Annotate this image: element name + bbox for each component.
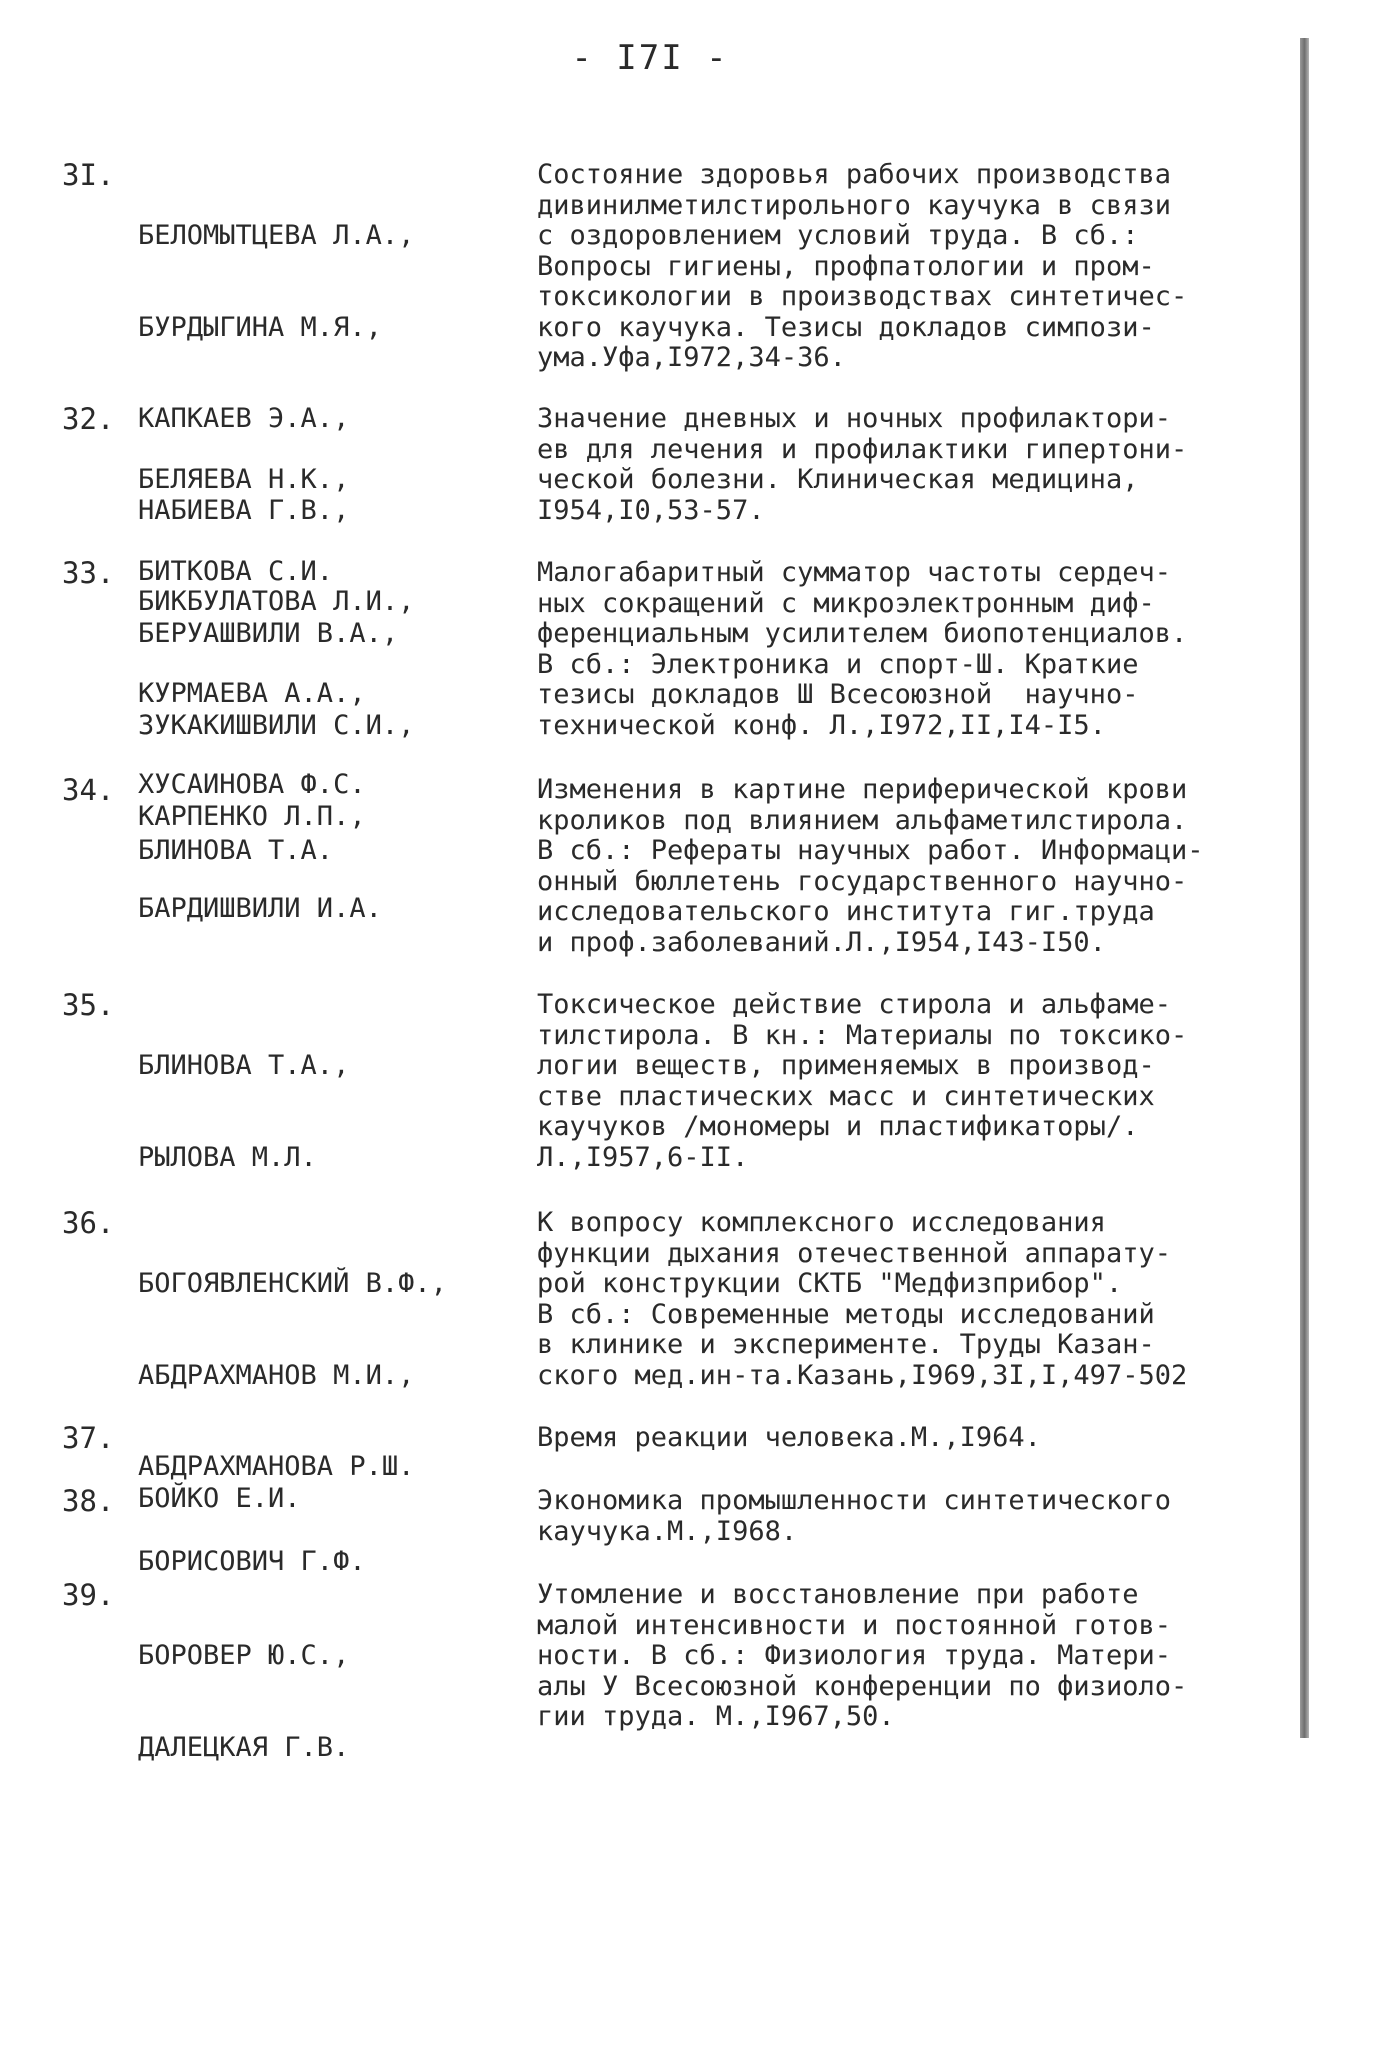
page-number: - I7I - bbox=[571, 38, 729, 78]
title-line: К вопросу комплексного исследования bbox=[537, 1207, 1106, 1238]
entry-number: 37. bbox=[62, 1421, 115, 1455]
title-line: ности. В сб.: Физиология труда. Матери- bbox=[537, 1640, 1171, 1671]
title-line: Токсическое действие стирола и альфаме- bbox=[537, 989, 1171, 1020]
title-line: В сб.: Электроника и спорт-Ш. Краткие bbox=[537, 648, 1139, 680]
title-line: технической конф. Л.,I972,II,I4-I5. bbox=[537, 709, 1106, 741]
author: ХУСАИНОВА Ф.С. bbox=[138, 769, 366, 800]
title-line: каучука.М.,I968. bbox=[537, 1515, 798, 1547]
author: БЕРУАШВИЛИ В.А., bbox=[138, 618, 399, 649]
author: ДАЛЕЦКАЯ Г.В. bbox=[138, 1731, 350, 1763]
author: КУРМАЕВА А.А., bbox=[138, 677, 366, 709]
title-line: с оздоровлением условий труда. В сб.: bbox=[537, 220, 1139, 251]
entry-authors bbox=[138, 990, 518, 1234]
author: БЕЛЯЕВА Н.К., bbox=[138, 464, 350, 495]
entry-number: 33. bbox=[62, 556, 115, 590]
title-line: дивинилметилстирольного каучука в связи bbox=[537, 189, 1171, 221]
title-line: Экономика промышленности синтетического bbox=[537, 1485, 1171, 1516]
author: КАРПЕНКО Л.П., bbox=[138, 801, 366, 832]
author: БОЙКО Е.И. bbox=[138, 1483, 301, 1514]
title-line: и проф.заболеваний.Л.,I954,I43-I50. bbox=[537, 926, 1106, 958]
entry-authors bbox=[138, 1580, 518, 1824]
entry-number: 39. bbox=[62, 1578, 115, 1612]
author: ЗУКАКИШВИЛИ С.И., bbox=[138, 709, 415, 741]
title-line: исследовательского института гиг.труда bbox=[537, 896, 1155, 927]
title-line: ческой болезни. Клиническая медицина, bbox=[537, 464, 1139, 495]
author: БИКБУЛАТОВА Л.И., bbox=[138, 586, 415, 617]
entry-title bbox=[537, 990, 1299, 1173]
title-line: в клинике и эксперименте. Труды Казан- bbox=[537, 1329, 1155, 1360]
title-line: тилстирола. В кн.: Материалы по токсико- bbox=[537, 1019, 1188, 1051]
title-line: ференциальным усилителем биопотенциалов. bbox=[537, 618, 1188, 649]
title-line: алы У Всесоюзной конференции по физиоло- bbox=[537, 1670, 1188, 1702]
title-line: Вопросы гигиены, профпатологии и пром- bbox=[537, 250, 1155, 282]
author: БОРИСОВИЧ Г.Ф. bbox=[138, 1546, 366, 1577]
title-line: Изменения в картине периферической крови bbox=[537, 774, 1188, 805]
title-line: рой конструкции СКТБ "Медфизприбор". bbox=[537, 1268, 1123, 1299]
page-edge-shadow bbox=[1300, 38, 1309, 1738]
author: БОРОВЕР Ю.С., bbox=[138, 1640, 350, 1671]
entry-number: 35. bbox=[62, 988, 115, 1022]
title-line: онный бюллетень государственного научно- bbox=[537, 865, 1188, 897]
entry-title bbox=[537, 558, 1299, 741]
title-line: каучуков /мономеры и пластификаторы/. bbox=[537, 1111, 1139, 1142]
author: АБДРАХМАНОВ М.И., bbox=[138, 1359, 415, 1391]
title-line: ев для лечения и профилактики гипертони- bbox=[537, 433, 1188, 465]
author: БИТКОВА С.И. bbox=[138, 555, 334, 587]
author: БАРДИШВИЛИ И.А. bbox=[138, 892, 382, 924]
title-line: В сб.: Современные методы исследований bbox=[537, 1298, 1155, 1330]
entry-title bbox=[537, 1486, 1299, 1547]
title-line: кого каучука. Тезисы докладов симпози- bbox=[537, 311, 1155, 343]
title-line: малой интенсивности и постоянной готов- bbox=[537, 1609, 1171, 1641]
entry-title bbox=[537, 160, 1299, 374]
author: НАБИЕВА Г.В., bbox=[138, 494, 350, 526]
entry-title bbox=[537, 404, 1299, 526]
title-line: кроликов под влиянием альфаметилстирола. bbox=[537, 804, 1188, 836]
entry-title bbox=[537, 1208, 1299, 1391]
title-line: Состояние здоровья рабочих производства bbox=[537, 159, 1171, 190]
author: АБДРАХМАНОВА Р.Ш. bbox=[138, 1451, 415, 1482]
title-line: В сб.: Рефераты научных работ. Информаци- bbox=[537, 835, 1204, 866]
author: КАПКАЕВ Э.А., bbox=[138, 403, 350, 434]
entry-number: 38. bbox=[62, 1484, 115, 1518]
entry-title bbox=[537, 1423, 1299, 1454]
entry-number: 36. bbox=[62, 1206, 115, 1240]
title-line: ных сокращений с микроэлектронным диф- bbox=[537, 587, 1155, 619]
title-line: логии веществ, применяемых в производ- bbox=[537, 1050, 1155, 1081]
title-line: Значение дневных и ночных профилактори- bbox=[537, 403, 1171, 434]
entry-authors bbox=[138, 775, 518, 928]
title-line: ума.Уфа,I972,34-36. bbox=[537, 342, 846, 373]
title-line: I954,I0,53-57. bbox=[537, 494, 765, 526]
entry-number: 32. bbox=[62, 402, 115, 436]
entry-number: 34. bbox=[62, 773, 115, 807]
title-line: функции дыхания отечественной аппарату- bbox=[537, 1237, 1171, 1269]
author: РЫЛОВА М.Л. bbox=[138, 1141, 317, 1173]
entry-title bbox=[537, 1580, 1299, 1733]
author: БУРДЫГИНА М.Я., bbox=[138, 311, 382, 343]
author: БЛИНОВА Т.А., bbox=[138, 1050, 350, 1081]
title-line: Л.,I957,6-II. bbox=[537, 1141, 749, 1173]
author: БЕЛОМЫТЦЕВА Л.А., bbox=[138, 220, 415, 251]
title-line: гии труда. М.,I967,50. bbox=[537, 1701, 895, 1732]
author: БЛИНОВА Т.А. bbox=[138, 835, 334, 866]
title-line: Малогабаритный сумматор частоты сердеч- bbox=[537, 557, 1171, 588]
title-line: стве пластических масс и синтетических bbox=[537, 1080, 1155, 1112]
title-line: токсикологии в производствах синтетичес- bbox=[537, 281, 1188, 312]
title-line: Время реакции человека.М.,I964. bbox=[537, 1422, 1041, 1453]
entry-title bbox=[537, 775, 1299, 958]
title-line: Утомление и восстановление при работе bbox=[537, 1579, 1139, 1610]
title-line: тезисы докладов Ш Всесоюзной научно- bbox=[537, 679, 1139, 710]
title-line: ского мед.ин-та.Казань,I969,3I,I,497-502 bbox=[537, 1359, 1188, 1391]
entry-number: 3I. bbox=[62, 158, 115, 192]
author: БОГОЯВЛЕНСКИЙ В.Ф., bbox=[138, 1268, 447, 1299]
